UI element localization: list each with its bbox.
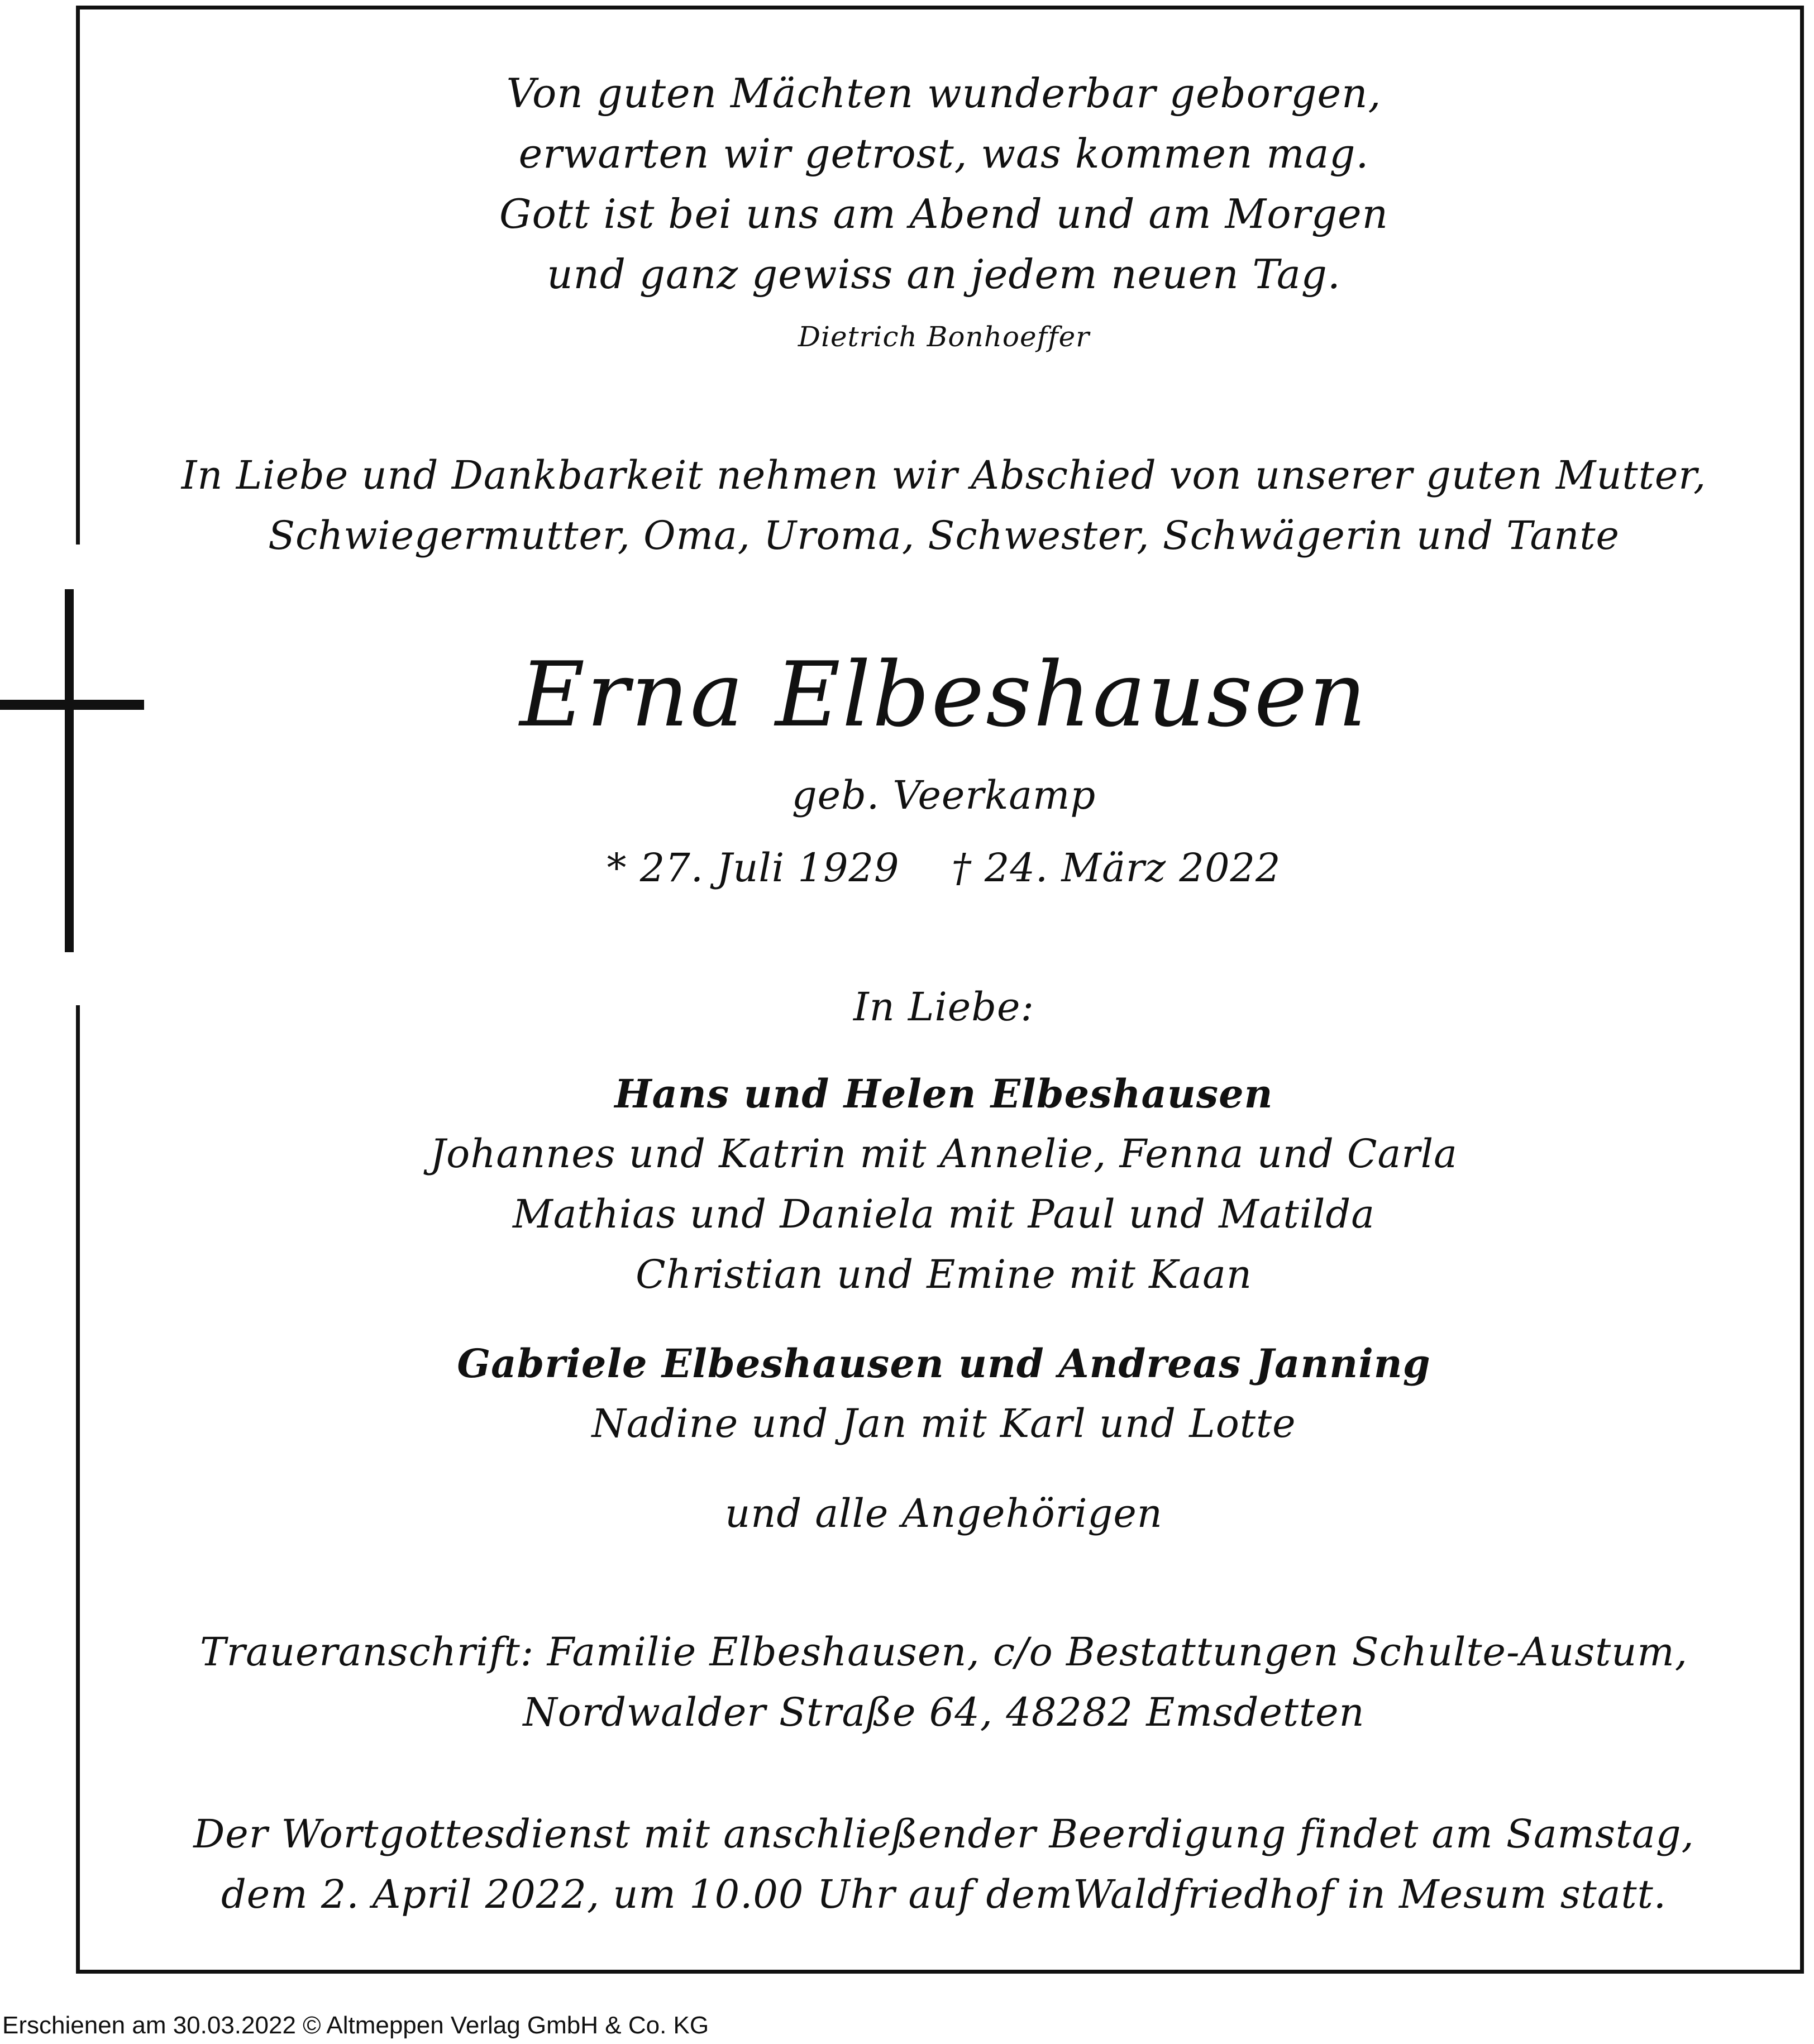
poem-author: Dietrich Bonhoeffer xyxy=(798,321,1090,353)
maiden-name: geb. Veerkamp xyxy=(791,772,1096,818)
mourners-heading: In Liebe: xyxy=(853,984,1035,1030)
family-head: Hans und Helen Elbeshausen xyxy=(614,1071,1273,1117)
family-member-line: Mathias und Daniela mit Paul und Matilda xyxy=(513,1191,1375,1237)
poem-line: erwarten wir getrost, was kommen mag. xyxy=(518,130,1369,177)
poem-line: Gott ist bei uns am Abend und am Morgen xyxy=(499,190,1389,237)
intro-line: Schwiegermutter, Oma, Uroma, Schwester, Schwägerin und Tante xyxy=(268,513,1620,558)
publication-footer: Erschienen am 30.03.2022 © Altmeppen Verlag GmbH & Co. KG xyxy=(2,2012,709,2039)
family-member-line: Christian und Emine mit Kaan xyxy=(636,1252,1252,1297)
service-line: dem 2. April 2022, um 10.00 Uhr auf demWaldfriedhof in Mesum statt. xyxy=(221,1871,1667,1917)
life-dates: * 27. Juli 1929 † 24. März 2022 xyxy=(607,845,1281,891)
family-head: Gabriele Elbeshausen und Andreas Janning xyxy=(457,1340,1431,1387)
other-relatives: und alle Angehörigen xyxy=(725,1491,1163,1536)
cross-vertical-bar xyxy=(65,589,74,952)
service-line: Der Wortgottesdienst mit anschließender Beerdigung findet am Samstag, xyxy=(193,1811,1694,1857)
address-line: Traueranschrift: Familie Elbeshausen, c/o Bestattungen Schulte-Austum, xyxy=(200,1629,1688,1675)
family-member-line: Nadine und Jan mit Karl und Lotte xyxy=(591,1401,1296,1446)
intro-line: In Liebe und Dankbarkeit nehmen wir Abschied von unserer guten Mutter, xyxy=(181,452,1707,498)
address-line: Nordwalder Straße 64, 48282 Emsdetten xyxy=(523,1689,1365,1735)
poem-line: und ganz gewiss an jedem neuen Tag. xyxy=(547,251,1341,298)
family-member-line: Johannes und Katrin mit Annelie, Fenna und Carla xyxy=(430,1131,1458,1177)
deceased-name: Erna Elbeshausen xyxy=(519,642,1368,747)
poem-line: Von guten Mächten wunderbar geborgen, xyxy=(506,70,1382,117)
